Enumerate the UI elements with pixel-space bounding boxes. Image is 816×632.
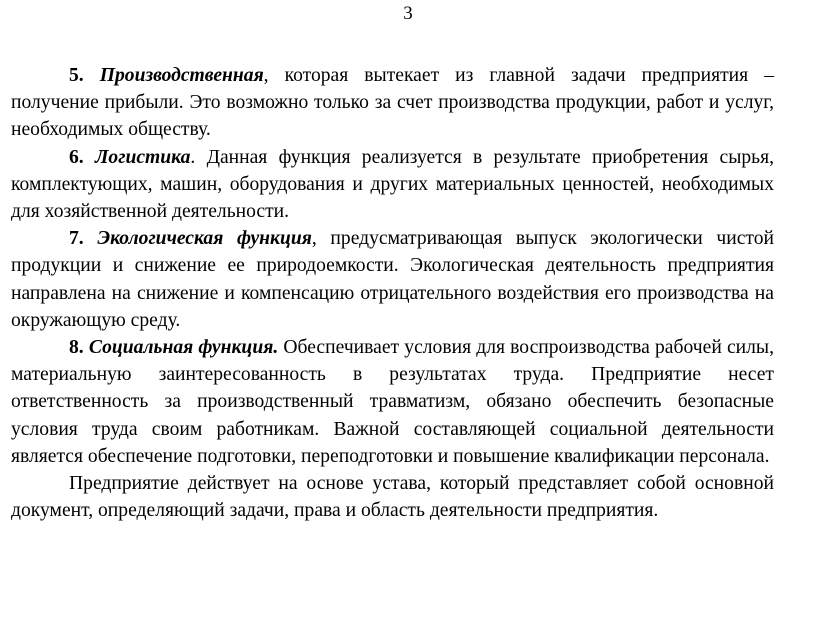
item-text: , предусматривающая выпуск экологически чистой продукции и снижение ее природоемкости. Экологическая деятельность предприятия направлена на снижение и компенсацию отрицательного воздействия его производства на окружающую среду. <box>11 228 774 331</box>
item-number: 7. <box>69 228 84 250</box>
paragraph-social-function <box>11 334 774 470</box>
paragraph-text: Предприятие действует на основе устава, который представляет собой основной документ, определяющий задачи, права и область деятельности предприятия. <box>11 473 774 522</box>
item-term: Производственная <box>99 65 264 86</box>
item-number: 6. <box>69 146 84 168</box>
page-number: 3 <box>403 3 413 24</box>
paragraph-logistics-function <box>11 144 774 226</box>
item-term: Логистика <box>94 146 191 168</box>
item-number: 8. <box>69 337 84 359</box>
item-text: Обеспечивает условия для воспроизводства рабочей силы, материальную заинтересованность в результатах труда. Предприятие несет ответственность за производственный травматизм, обязано обеспечить безопасные условия труда своим работникам. Важной составляющей социальной деятельности является обеспечение подготовки, переподготовки и повышение квалификации персонала. <box>11 337 774 467</box>
item-text: , которая вытекает из главной задачи предприятия – получение прибыли. Это возможно только за счет производства продукции, работ и услуг, необходимых обществу. <box>11 65 774 141</box>
paragraph-production-function <box>11 62 774 144</box>
paragraph-charter <box>11 470 774 524</box>
item-text: . Данная функция реализуется в результате приобретения сырья, комплектующих, машин, оборудования и других материальных ценностей, необходимых для хозяйственной деятельности. <box>11 146 775 223</box>
item-term: Экологическая функция <box>97 228 312 250</box>
paragraph-ecological-function <box>11 225 774 334</box>
body-text <box>11 62 774 524</box>
item-number: 5. <box>69 65 84 86</box>
item-term: Социальная функция. <box>88 337 279 359</box>
